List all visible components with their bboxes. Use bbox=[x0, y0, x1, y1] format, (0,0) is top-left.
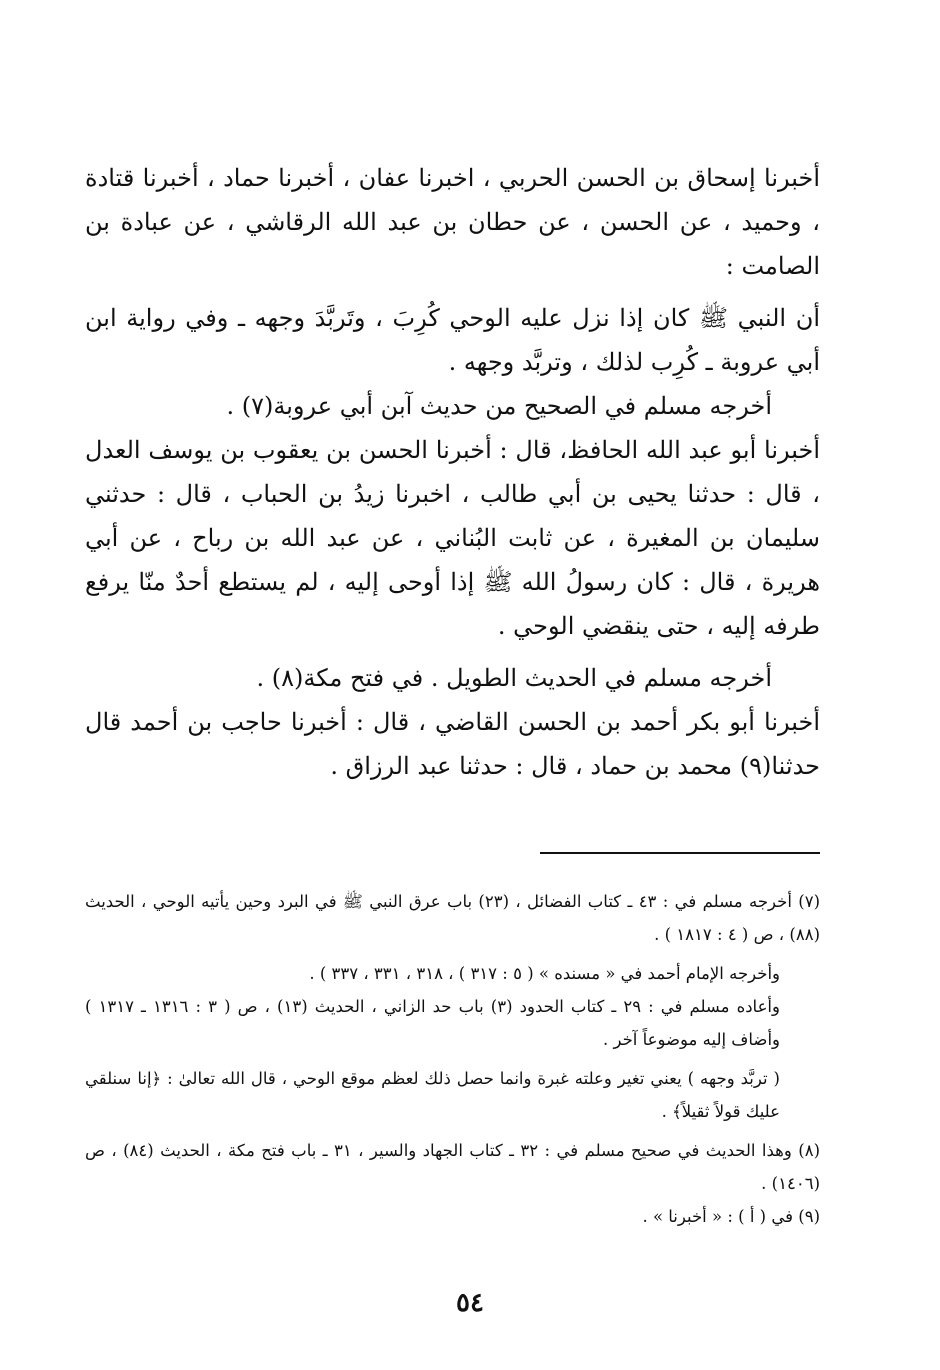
footnote-7: (٧) أخرجه مسلم في : ٤٣ ـ كتاب الفضائل ، (٢٣) باب عرق النبي ﷺ في البرد وحين يأتيه الوحي ، الحديث (٨٨) ، ص ( ٤ : ١٨١٧ ) . bbox=[85, 892, 820, 944]
footnote-7-repeat: وأعاده مسلم في : ٢٩ ـ كتاب الحدود (٣) باب حد الزاني ، الحديث (١٣) ، ص ( ٣ : ١٣١٦ ـ ١٣١٧ ) وأضاف إليه موضوعاً آخر . bbox=[85, 997, 780, 1049]
paragraph-isnad-1: أخبرنا إسحاق بن الحسن الحربي ، اخبرنا عفان ، أخبرنا حماد ، أخبرنا قتادة ، وحميد ، عن الحسن ، عن حطان بن عبد الله الرقاشي ، عن عبادة بن الصامت : bbox=[85, 164, 820, 280]
paragraph-isnad-3: أخبرنا أبو بكر أحمد بن الحسن القاضي ، قال : أخبرنا حاجب بن أحمد قال حدثنا(٩) محمد بن حماد ، قال : حدثنا عبد الرزاق . bbox=[85, 708, 820, 780]
footnote-8: (٨) وهذا الحديث في صحيح مسلم في : ٣٢ ـ كتاب الجهاد والسير ، ٣١ ـ باب فتح مكة ، الحديث (٨٤) ، ص (١٤٠٦) . bbox=[85, 1141, 820, 1193]
footnotes bbox=[85, 885, 820, 1233]
page-number: ٥٤ bbox=[456, 1288, 484, 1318]
footnote-9: (٩) في ( أ ) : « أخبرنا » . bbox=[642, 1207, 820, 1226]
paragraph-takhrij-1: أخرجه مسلم في الصحيح من حديث آبن أبي عروبة(٧) . bbox=[226, 392, 772, 420]
paragraph-hadith-2: أخبرنا أبو عبد الله الحافظ، قال : أخبرنا الحسن بن يعقوب بن يوسف العدل ، قال : حدثنا يحيى بن أبي طالب ، اخبرنا زيدُ بن الحباب ، قال : حدثني سليمان بن المغيرة ، عن ثابت البُناني ، عن عبد الله بن رباح ، عن أبي هريرة ، قال : كان رسولُ الله ﷺ إذا أوحى إليه ، لم يستطع أحدٌ منّا يرفع طرفه إليه ، حتى ينقضي الوحي . bbox=[85, 436, 820, 640]
footnote-7-ahmad: وأخرجه الإمام أحمد في « مسنده » ( ٥ : ٣١٧ ) ، ٣١٨ ، ٣٣١ ، ٣٣٧ ) . bbox=[309, 964, 780, 983]
footnote-7-gloss: ( تربَّد وجهه ) يعني تغير وعلته غبرة وانما حصل ذلك لعظم موقع الوحي ، قال الله تعالىٰ : ﴿إنا سنلقي عليك قولاً ثقيلاً﴾ . bbox=[85, 1069, 780, 1121]
paragraph-hadith-1: أن النبي ﷺ كان إذا نزل عليه الوحي كُرِبَ ، وتَربَّدَ وجهه ـ وفي رواية ابن أبي عروبة ـ كُرِب لذلك ، وتربَّد وجهه . bbox=[85, 304, 820, 376]
footnote-divider bbox=[540, 852, 820, 854]
main-text bbox=[85, 156, 820, 788]
paragraph-takhrij-2: أخرجه مسلم في الحديث الطويل . في فتح مكة(٨) . bbox=[256, 664, 772, 692]
